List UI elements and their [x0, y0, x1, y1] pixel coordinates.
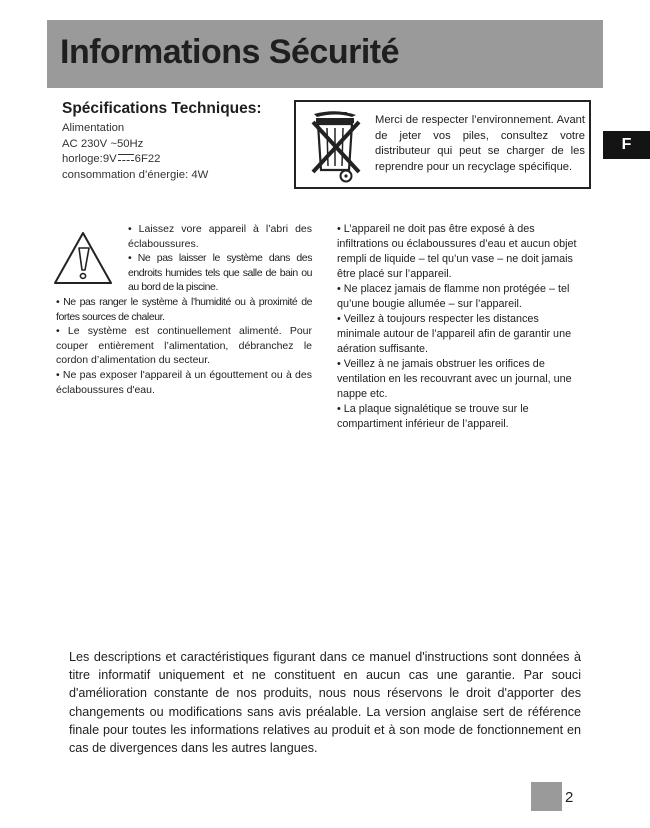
warning-item: • Ne pas exposer l'appareil à un égouttement ou à des éclaboussures d'eau. [56, 368, 312, 396]
warning-item: • Veillez à toujours respecter les distances minimale autour de l’appareil afin de garantir une aération suffisante. [337, 313, 572, 355]
power-ac: AC 230V ~50Hz [62, 137, 144, 150]
disclaimer-paragraph: Les descriptions et caractéristiques figurant dans ce manuel d'instructions sont données à titre informatif uniquement et ne constituent en aucun cas une garantie. Par souci d'amélioration constante de nos produits, nous nous réservons le droit d'apporter des changements ou modifications sans avis préalable. La version anglaise sert de référence finale pour toutes les informations relatives au produit et à son mode de fonctionnement en cas de divergences dans les autres langues. [69, 650, 581, 756]
specs-heading: Spécifications Techniques: [62, 100, 262, 117]
language-tab: F [603, 131, 650, 159]
warning-item: • Ne pas laisser le système dans des endroits humides tels que salle de bain ou au bord de la piscine. [128, 252, 312, 294]
safety-warnings-right [337, 222, 585, 432]
power-consumption: consommation d’énergie: 4W [62, 168, 209, 181]
warning-item: • Laissez vore appareil à l’abri des éclaboussures. [128, 223, 312, 250]
warning-item: • Ne placez jamais de flamme non protégée – tel qu’une bougie allumée – sur l’appareil. [337, 283, 570, 310]
clock-prefix: horloge:9V [62, 153, 117, 165]
warning-item: • Veillez à ne jamais obstruer les orifices de ventilation en les recouvrant avec un journal, une nappe etc. [337, 358, 572, 400]
clock-suffix: 6F22 [134, 153, 161, 165]
warning-item: • Le système est continuellement alimenté. Pour couper entièrement l’alimentation, débranchez le cordon d’alimentation du secteur. [56, 325, 312, 367]
warning-item: • Ne pas ranger le système à l’humidité ou à proximité de fortes sources de chaleur. [56, 295, 312, 323]
warning-item: • La plaque signalétique se trouve sur le compartiment inférieur de l’appareil. [337, 403, 529, 430]
crossed-bin-icon [308, 108, 364, 184]
page-title: Informations Sécurité [60, 33, 400, 71]
environment-text: Merci de respecter l’environnement. Avant de jeter vos piles, consultez votre distributeur qui peut se charger de les reprendre pour un recyclage spécifique. [375, 114, 585, 173]
page-marker [531, 782, 562, 811]
technical-specifications [62, 100, 292, 183]
power-label: Alimentation [62, 122, 125, 134]
header-bar [47, 20, 603, 88]
safety-warnings-left [56, 222, 312, 397]
dc-symbol-icon [118, 154, 134, 161]
environment-notice [294, 100, 591, 189]
clock-power [62, 152, 292, 168]
warning-item: • L’appareil ne doit pas être exposé à des infiltrations ou éclaboussures d’eau et aucun objet rempli de liquide – tel qu’un vase – ne doit jamais être placé sur l’appareil. [337, 223, 577, 280]
page-number: 2 [565, 789, 574, 806]
